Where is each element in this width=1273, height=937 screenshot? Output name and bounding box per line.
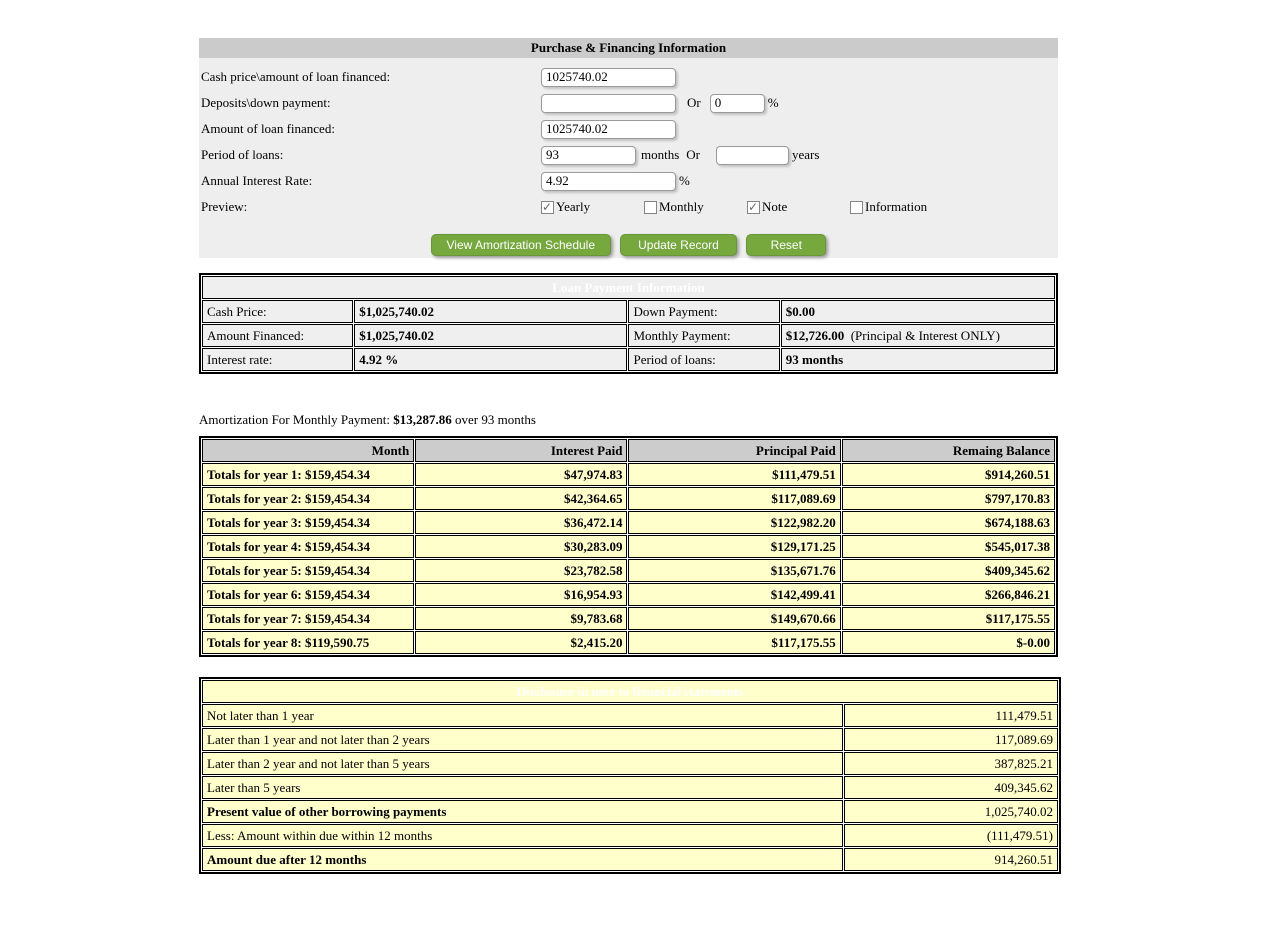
loan-field-value: 93 months bbox=[781, 348, 1055, 371]
disclosure-row-value: (111,479.51) bbox=[844, 824, 1058, 847]
amortization-cell-month: Totals for year 1: $159,454.34 bbox=[202, 463, 414, 486]
amortization-cell-remaining-balance: $914,260.51 bbox=[842, 463, 1055, 486]
amortization-row bbox=[202, 559, 1055, 582]
checkbox-icon[interactable] bbox=[747, 201, 760, 214]
amortization-cell-principal-paid: $117,089.69 bbox=[628, 487, 840, 510]
preview-yearly-checkbox[interactable] bbox=[541, 199, 644, 215]
loan-payment-title: Loan Payment Information bbox=[202, 276, 1055, 299]
loan-payment-table bbox=[199, 273, 1058, 374]
amortization-cell-principal-paid: $111,479.51 bbox=[628, 463, 840, 486]
loan-payment-row bbox=[202, 300, 1055, 323]
checkbox-icon[interactable] bbox=[850, 201, 863, 214]
amortization-cell-month: Totals for year 6: $159,454.34 bbox=[202, 583, 414, 606]
loan-field-value: $1,025,740.02 bbox=[354, 324, 627, 347]
cash-price-row bbox=[199, 64, 1058, 90]
preview-information-label: Information bbox=[865, 199, 928, 214]
update-record-button[interactable]: Update Record bbox=[620, 234, 737, 256]
amortization-cell-remaining-balance: $674,188.63 bbox=[842, 511, 1055, 534]
amortization-cell-principal-paid: $142,499.41 bbox=[628, 583, 840, 606]
amortization-row bbox=[202, 631, 1055, 654]
view-amortization-schedule-button[interactable]: View Amortization Schedule bbox=[431, 234, 611, 256]
loan-payment-body bbox=[202, 300, 1055, 371]
preview-monthly-label: Monthly bbox=[659, 199, 704, 214]
disclosure-title-row bbox=[202, 680, 1058, 703]
deposit-or-label: Or bbox=[687, 95, 701, 110]
amortization-row bbox=[202, 511, 1055, 534]
amortization-cell-month: Totals for year 7: $159,454.34 bbox=[202, 607, 414, 630]
disclosure-body bbox=[202, 704, 1058, 871]
disclosure-title: Disclosure in note to financial statements bbox=[202, 680, 1058, 703]
amortization-header-row bbox=[202, 439, 1055, 462]
disclosure-row-value: 111,479.51 bbox=[844, 704, 1058, 727]
period-row bbox=[199, 142, 1058, 168]
disclosure-row-label: Amount due after 12 months bbox=[202, 848, 843, 871]
disclosure-row-value: 387,825.21 bbox=[844, 752, 1058, 775]
amortization-cell-interest-paid: $16,954.93 bbox=[415, 583, 627, 606]
loan-field-label: Period of loans: bbox=[628, 348, 779, 371]
amount-financed-label: Amount of loan financed: bbox=[201, 121, 335, 136]
period-years-input[interactable] bbox=[716, 146, 789, 165]
amortization-cell-month: Totals for year 8: $119,590.75 bbox=[202, 631, 414, 654]
deposit-percent-suffix: % bbox=[767, 95, 779, 110]
amortization-caption-suffix: over 93 months bbox=[451, 412, 536, 427]
amortization-cell-interest-paid: $30,283.09 bbox=[415, 535, 627, 558]
amortization-cell-remaining-balance: $266,846.21 bbox=[842, 583, 1055, 606]
period-months-input[interactable] bbox=[541, 146, 636, 165]
amortization-cell-remaining-balance: $117,175.55 bbox=[842, 607, 1055, 630]
amortization-cell-month: Totals for year 4: $159,454.34 bbox=[202, 535, 414, 558]
checkbox-icon[interactable] bbox=[644, 201, 657, 214]
cash-price-input[interactable] bbox=[541, 68, 676, 87]
amortization-header-month: Month bbox=[202, 439, 414, 462]
amortization-cell-principal-paid: $135,671.76 bbox=[628, 559, 840, 582]
loan-field-label: Cash Price: bbox=[202, 300, 353, 323]
amortization-cell-interest-paid: $9,783.68 bbox=[415, 607, 627, 630]
preview-row bbox=[199, 194, 1058, 220]
deposit-label: Deposits\down payment: bbox=[201, 95, 331, 110]
disclosure-row-label: Present value of other borrowing payments bbox=[202, 800, 843, 823]
disclosure-row bbox=[202, 776, 1058, 799]
loan-field-value: $0.00 bbox=[781, 300, 1055, 323]
reset-button[interactable]: Reset bbox=[746, 234, 826, 256]
period-label: Period of loans: bbox=[201, 147, 284, 162]
loan-field-label: Down Payment: bbox=[628, 300, 779, 323]
amortization-cell-interest-paid: $2,415.20 bbox=[415, 631, 627, 654]
amortization-body bbox=[202, 463, 1055, 654]
amortization-row bbox=[202, 463, 1055, 486]
amortization-caption-amount: $13,287.86 bbox=[393, 412, 452, 427]
period-months-suffix: months bbox=[641, 147, 680, 162]
amortization-cell-month: Totals for year 3: $159,454.34 bbox=[202, 511, 414, 534]
loan-field-value: $12,726.00 (Principal & Interest ONLY) bbox=[781, 324, 1055, 347]
amortization-cell-month: Totals for year 2: $159,454.34 bbox=[202, 487, 414, 510]
preview-monthly-checkbox[interactable] bbox=[644, 199, 747, 215]
amortization-row bbox=[202, 487, 1055, 510]
disclosure-row bbox=[202, 824, 1058, 847]
amortization-cell-remaining-balance: $-0.00 bbox=[842, 631, 1055, 654]
amortization-cell-interest-paid: $42,364.65 bbox=[415, 487, 627, 510]
preview-note-label: Note bbox=[762, 199, 788, 214]
disclosure-row-label: Later than 2 year and not later than 5 years bbox=[202, 752, 843, 775]
amortization-header-interest: Interest Paid bbox=[415, 439, 627, 462]
deposit-percent-input[interactable] bbox=[710, 94, 765, 113]
amortization-cell-month: Totals for year 5: $159,454.34 bbox=[202, 559, 414, 582]
disclosure-row-label: Less: Amount within due within 12 months bbox=[202, 824, 843, 847]
preview-note-checkbox[interactable] bbox=[747, 199, 850, 215]
amortization-cell-remaining-balance: $545,017.38 bbox=[842, 535, 1055, 558]
loan-field-label: Monthly Payment: bbox=[628, 324, 779, 347]
amount-financed-input[interactable] bbox=[541, 120, 676, 139]
amortization-row bbox=[202, 607, 1055, 630]
amortization-cell-interest-paid: $47,974.83 bbox=[415, 463, 627, 486]
disclosure-table bbox=[199, 677, 1061, 874]
loan-payment-row bbox=[202, 348, 1055, 371]
amortization-table bbox=[199, 436, 1058, 657]
loan-calculator-page bbox=[199, 38, 1058, 874]
disclosure-row bbox=[202, 848, 1058, 871]
amortization-cell-principal-paid: $149,670.66 bbox=[628, 607, 840, 630]
form-buttons bbox=[199, 234, 1058, 256]
interest-rate-input[interactable] bbox=[541, 172, 676, 191]
deposit-input[interactable] bbox=[541, 94, 676, 113]
disclosure-row-label: Later than 5 years bbox=[202, 776, 843, 799]
loan-field-label: Amount Financed: bbox=[202, 324, 353, 347]
interest-rate-suffix: % bbox=[679, 173, 690, 188]
disclosure-row bbox=[202, 752, 1058, 775]
disclosure-row-value: 117,089.69 bbox=[844, 728, 1058, 751]
amortization-row bbox=[202, 535, 1055, 558]
disclosure-row-value: 409,345.62 bbox=[844, 776, 1058, 799]
amount-financed-row bbox=[199, 116, 1058, 142]
amortization-row bbox=[202, 583, 1055, 606]
disclosure-row-label: Not later than 1 year bbox=[202, 704, 843, 727]
purchase-financing-panel bbox=[199, 38, 1058, 258]
purchase-financing-form bbox=[199, 58, 1058, 258]
disclosure-row bbox=[202, 728, 1058, 751]
loan-field-value: 4.92 % bbox=[354, 348, 627, 371]
amortization-cell-remaining-balance: $409,345.62 bbox=[842, 559, 1055, 582]
amortization-cell-interest-paid: $36,472.14 bbox=[415, 511, 627, 534]
disclosure-row-value: 1,025,740.02 bbox=[844, 800, 1058, 823]
amortization-header-principal: Principal Paid bbox=[628, 439, 840, 462]
amortization-cell-principal-paid: $122,982.20 bbox=[628, 511, 840, 534]
disclosure-row bbox=[202, 704, 1058, 727]
amortization-header-balance: Remaing Balance bbox=[842, 439, 1055, 462]
amortization-caption bbox=[199, 412, 1058, 428]
checkbox-icon[interactable] bbox=[541, 201, 554, 214]
amortization-cell-interest-paid: $23,782.58 bbox=[415, 559, 627, 582]
preview-information-checkbox[interactable] bbox=[850, 199, 953, 215]
amortization-cell-principal-paid: $117,175.55 bbox=[628, 631, 840, 654]
disclosure-row-label: Later than 1 year and not later than 2 years bbox=[202, 728, 843, 751]
deposit-row bbox=[199, 90, 1058, 116]
interest-rate-row bbox=[199, 168, 1058, 194]
loan-field-label: Interest rate: bbox=[202, 348, 353, 371]
purchase-financing-title: Purchase & Financing Information bbox=[199, 38, 1058, 58]
loan-payment-title-row bbox=[202, 276, 1055, 299]
loan-payment-row bbox=[202, 324, 1055, 347]
period-years-suffix: years bbox=[792, 147, 820, 162]
loan-field-value: $1,025,740.02 bbox=[354, 300, 627, 323]
disclosure-row bbox=[202, 800, 1058, 823]
disclosure-row-value: 914,260.51 bbox=[844, 848, 1058, 871]
period-or-label: Or bbox=[686, 147, 701, 162]
preview-label: Preview: bbox=[201, 199, 248, 214]
interest-rate-label: Annual Interest Rate: bbox=[201, 173, 313, 188]
amortization-cell-principal-paid: $129,171.25 bbox=[628, 535, 840, 558]
amortization-caption-prefix: Amortization For Monthly Payment: bbox=[199, 412, 394, 427]
loan-field-note: (Principal & Interest ONLY) bbox=[844, 327, 1000, 343]
cash-price-label: Cash price\amount of loan financed: bbox=[201, 69, 391, 84]
preview-yearly-label: Yearly bbox=[556, 199, 591, 214]
amortization-cell-remaining-balance: $797,170.83 bbox=[842, 487, 1055, 510]
